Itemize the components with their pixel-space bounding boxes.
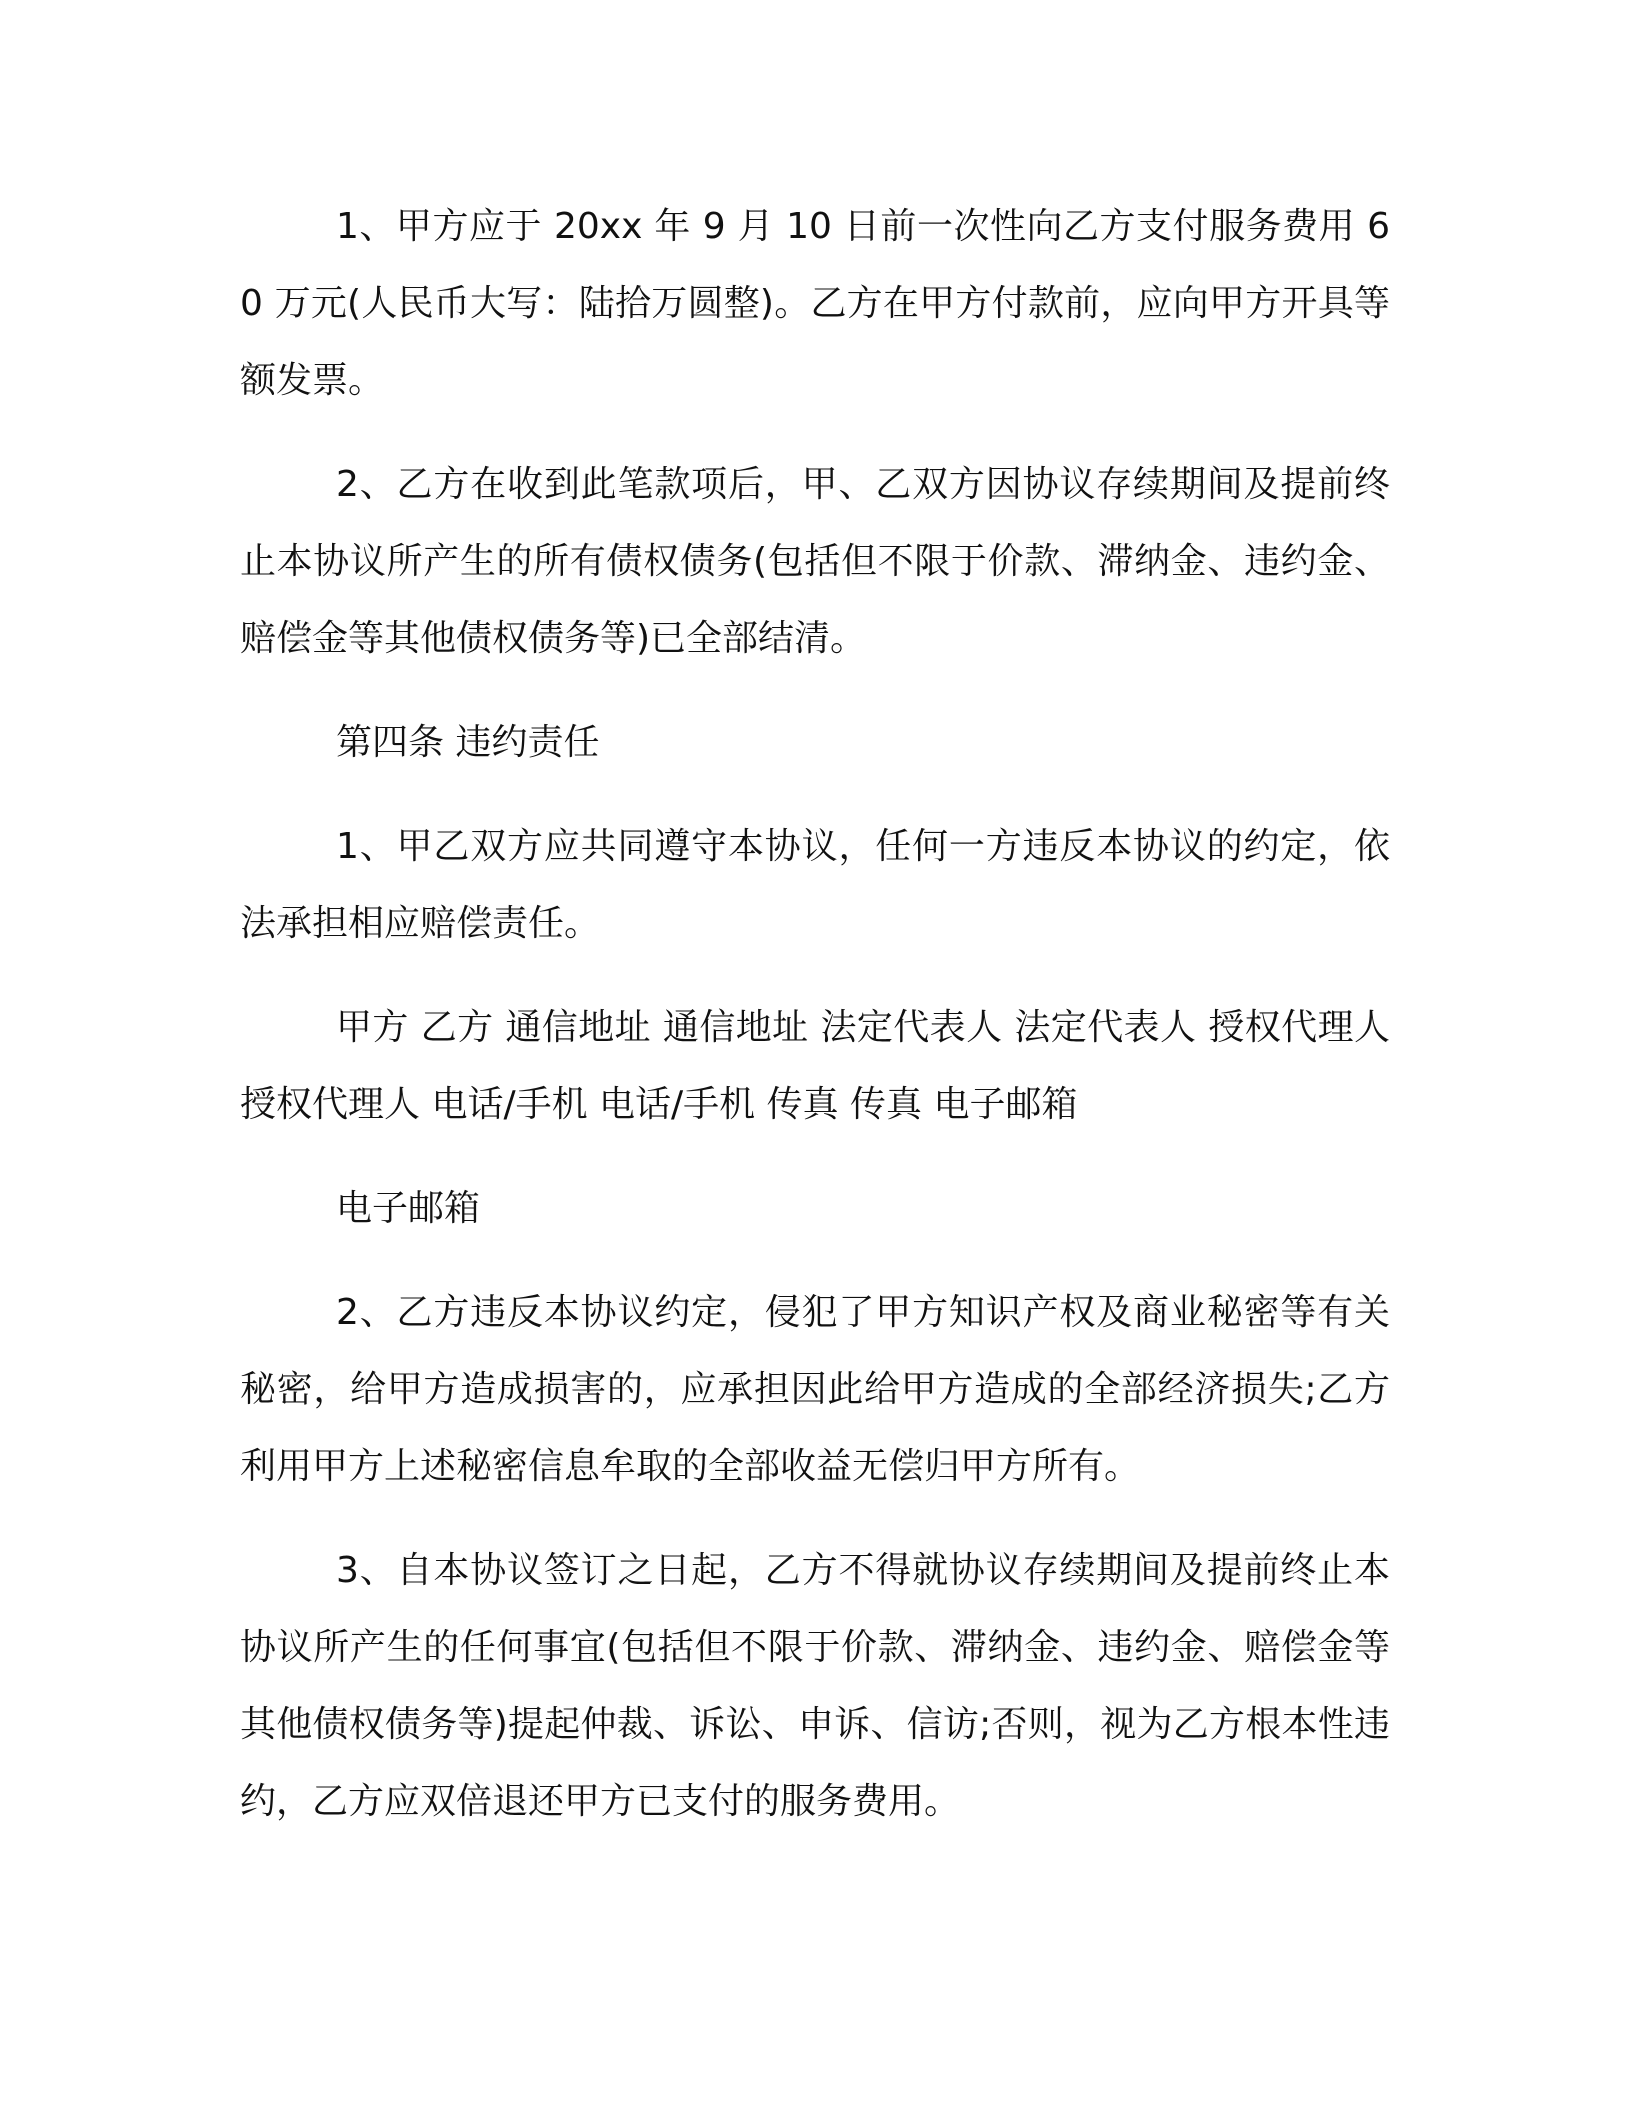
document-body [240,188,1390,1867]
clause-compliance: 1、甲乙双方应共同遵守本协议，任何一方违反本协议的约定，依法承担相应赔偿责任。 [240,826,1390,944]
signature-fields: 甲方 乙方 通信地址 通信地址 法定代表人 法定代表人 授权代理人 授权代理人 电话/手机 电话/手机 传真 传真 电子邮箱 [240,1007,1390,1125]
clause-no-claims: 3、自本协议签订之日起，乙方不得就协议存续期间及提前终止本协议所产生的任何事宜(包括但不限于价款、滞纳金、违约金、赔偿金等其他债权债务等)提起仲裁、诉讼、申诉、信访;否则，视为乙方根本性违约，乙方应双倍退还甲方已支付的服务费用。 [240,1550,1390,1822]
section-heading-breach-liability: 第四条 违约责任 [336,722,600,763]
signature-fields-email: 电子邮箱 [336,1188,481,1229]
clause-settlement: 2、乙方在收到此笔款项后，甲、乙双方因协议存续期间及提前终止本协议所产生的所有债权债务(包括但不限于价款、滞纳金、违约金、赔偿金等其他债权债务等)已全部结清。 [240,464,1390,659]
clause-payment: 1、甲方应于 20xx 年 9 月 10 日前一次性向乙方支付服务费用 60 万元(人民币大写：陆拾万圆整)。乙方在甲方付款前，应向甲方开具等额发票。 [240,206,1390,401]
clause-confidentiality: 2、乙方违反本协议约定，侵犯了甲方知识产权及商业秘密等有关秘密，给甲方造成损害的，应承担因此给甲方造成的全部经济损失;乙方利用甲方上述秘密信息牟取的全部收益无偿归甲方所有。 [240,1292,1390,1487]
